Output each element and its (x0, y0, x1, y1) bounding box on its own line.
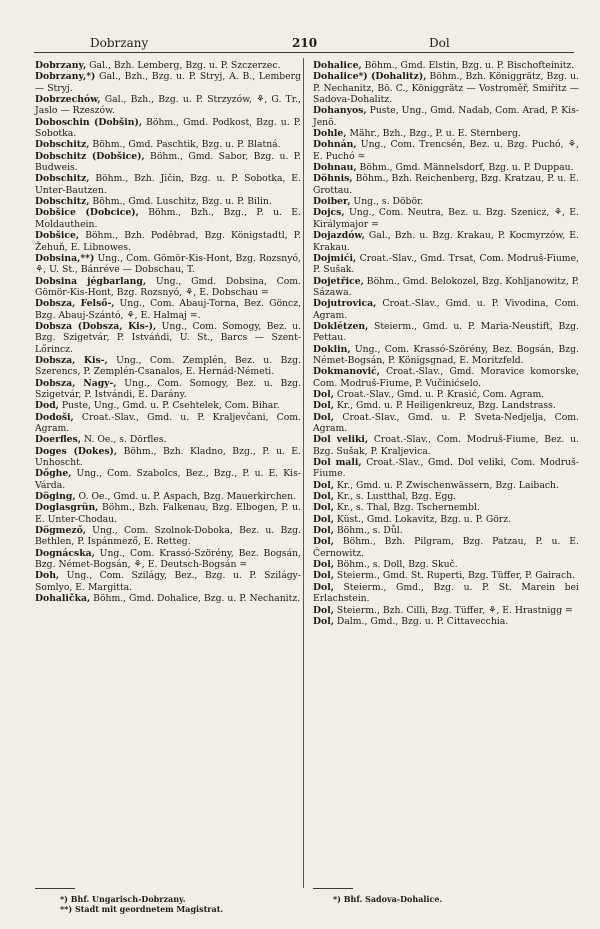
entry-description: Ung., Com. Somogy, Bez. u. Bzg. Szigetvár, P. Istvándi, E. Darány. (35, 377, 301, 400)
footnote: *) Bhf. Ungarisch-Dobrzany. (60, 894, 186, 904)
gazetteer-entry (313, 616, 579, 627)
entry-description: Böhm., s. Doll, Bzg. Skuč. (333, 559, 458, 571)
gazetteer-entry (35, 71, 301, 94)
entry-headword: Dobsza (Dobsza, Kis-), (35, 320, 157, 332)
column-divider (303, 58, 304, 888)
entry-headword: Dobschitz, (35, 196, 90, 208)
entry-description: Puste, Ung., Gmd. Nadab, Com. Arad, P. Kis-Jenö. (313, 105, 579, 128)
header-rule (34, 52, 574, 53)
entry-headword: Döging, (35, 491, 76, 503)
entry-description: Böhm., Gmd. Luschitz, Bzg. u. P. Bilin. (89, 196, 272, 208)
entry-headword: Dol, (313, 479, 334, 491)
entry-description: Böhm., Bzh. Königgrätz, Bzg. u. P. Nechanitz, Bö. C., Königgrätz — Vostroměř, Smiřitz — Sadova-Dohalitz. (313, 71, 579, 106)
gazetteer-entry (313, 389, 579, 400)
entry-description: Böhm., Bzh. Kladno, Bzg., P. u. E. Unhoscht. (35, 445, 301, 469)
gazetteer-entry (313, 434, 579, 457)
entry-headword: Dobrzechów, (35, 94, 101, 106)
gazetteer-entry (35, 491, 301, 502)
entry-headword: Dokmanović, (313, 366, 381, 378)
entry-description: Ung., Com. Abauj-Torna, Bez. Göncz, Bzg. Abauj-Szántó, ⚘, E. Halmaj =. (35, 298, 302, 321)
page-number: 210 (292, 36, 318, 50)
gazetteer-entry (35, 207, 301, 230)
gazetteer-entry (313, 570, 579, 581)
gazetteer-entry (313, 559, 579, 570)
entry-description: Böhm., Bzh. Falkenau, Bzg. Elbogen, P. u. E. Unter-Chodau. (35, 502, 301, 525)
entry-headword: Dohalička, (35, 593, 91, 605)
entry-headword: Dohle, (313, 128, 347, 140)
gazetteer-entry (313, 253, 579, 276)
entry-description: Gal., Bzh., Bzg. u. P. Strzyzów, ⚘, G. Tr., Jaslo — Rzeszów. (35, 94, 301, 117)
gazetteer-entry (313, 321, 579, 344)
entry-headword: Dobsina jégbarlang, (35, 275, 147, 287)
gazetteer-entry (35, 400, 301, 411)
gazetteer-entry (313, 276, 579, 299)
entry-headword: Dohnau, (313, 162, 357, 174)
entry-headword: Doges (Dokes), (35, 445, 118, 457)
gazetteer-entry (313, 582, 579, 605)
entry-description: Böhm., s. Důl. (333, 525, 403, 537)
entry-description: Ung., Com. Szabolcs, Bez., Bzg., P. u. E. Kis-Várda. (35, 468, 301, 491)
footnote: **) Stadt mit geordnetem Magistrat. (60, 904, 224, 914)
gazetteer-entry (35, 151, 301, 174)
entry-description: Ung., Com. Gömör-Kis-Hont, Bzg. Rozsnyó, ⚘, U. St., Bánréve — Dobschau, T. (35, 252, 301, 276)
entry-headword: Dobšice, (35, 230, 80, 242)
entry-headword: Dol, (313, 559, 334, 571)
gazetteer-entry (35, 446, 301, 469)
gazetteer-entry (313, 400, 579, 411)
entry-headword: Dodoši, (35, 411, 74, 423)
gazetteer-entry (35, 139, 301, 150)
gazetteer-entry (313, 536, 579, 559)
entry-headword: Dojazdów, (313, 230, 365, 242)
gazetteer-entry (35, 502, 301, 525)
entry-description: Böhm., Gmd. Männelsdorf, Bzg. u. P. Duppau. (356, 162, 574, 174)
entry-headword: Dognácska, (35, 547, 95, 559)
entry-description: Ung., Com. Somogy, Bez. u. Bzg. Szigetvár, P. Istváńdi, U. St., Barcs — Szent-Lőrincz. (35, 320, 302, 355)
entry-headword: Dobsza, Nagy-, (35, 377, 117, 389)
entry-headword: Döhnis, (313, 173, 353, 185)
gazetteer-entry (313, 298, 579, 321)
entry-description: O. Oe., Gmd. u. P. Aspach, Bzg. Mauerkirchen. (75, 491, 297, 503)
entry-description: Puste, Ung., Gmd. u. P. Csehtelek, Com. Bihar. (58, 400, 280, 412)
gazetteer-entry (35, 412, 301, 435)
entry-description: Steierm., Bzh. Cilli, Bzg. Tüffer, ⚘, E. Hrastnigg = (333, 604, 573, 616)
entry-description: Ung., Com. Krassó-Szörény, Bez. Bogsán, Bzg. Német-Bogsán, ⚘, E. Deutsch-Bogsán = (35, 547, 301, 571)
entry-description: Gal., Bzh., Bzg. u. P. Stryj, A. B., Lemberg — Stryj. (35, 71, 301, 94)
gazetteer-entry (313, 230, 579, 253)
gazetteer-entry (313, 502, 579, 513)
entry-description: Böhm., Bzh. Pilgram, Bzg. Patzau, P. u. E. Černowitz. (313, 536, 579, 559)
entry-headword: Dol, (313, 400, 334, 412)
gazetteer-entry (35, 570, 301, 593)
entry-description: Ung., Com. Trencsén, Bez. u. Bzg. Puchó, ⚘, E. Puchó = (313, 139, 579, 162)
footnotes-right (333, 894, 442, 904)
entry-description: Ung., Gmd. Dobsina, Com. Gömör-Kis-Hont, Bzg. Rozsnyó, ⚘, E. Dobschau = (35, 275, 301, 298)
entry-headword: Doh, (35, 570, 60, 582)
footnotes-left (60, 894, 223, 914)
gazetteer-entry (313, 457, 579, 480)
entry-headword: Dod, (35, 400, 59, 412)
entry-description: Steierm., Gmd. St. Ruperti, Bzg. Tüffer, P. Gairach. (333, 570, 576, 582)
entry-headword: Dohalice*) (Dohalitz), (313, 71, 427, 83)
entry-headword: Dohalice, (313, 60, 362, 71)
gazetteer-entry (35, 173, 301, 196)
page-header (34, 36, 574, 52)
gazetteer-entry (313, 605, 579, 616)
entry-description: Böhm., Bzh. Jičin, Bzg. u. P. Sobotka, E. Unter-Bautzen. (35, 173, 301, 196)
gazetteer-entry (313, 344, 579, 367)
entry-description: Croat.-Slav., Gmd. u. P. Vivodina, Com. Agram. (313, 298, 579, 321)
entry-headword: Dol veliki, (313, 434, 369, 446)
gazetteer-entry (313, 60, 579, 71)
entry-description: Croat.-Slav., Gmd. Trsat, Com. Modruš-Fiume, P. Sušak. (313, 252, 579, 276)
entry-description: Böhm., Bzh. Poděbrad, Bzg. Königstadtl, P. Žehuň, E. Libnowes. (35, 230, 301, 253)
left-column (35, 60, 301, 605)
entry-description: Böhm., Gmd. Elstin, Bzg. u. P. Bischofteinitz. (361, 60, 575, 71)
entry-description: Böhm., Gmd. Paschtik, Bzg. u. P. Blatná. (89, 139, 281, 151)
gazetteer-entry (35, 60, 301, 71)
gazetteer-entry (35, 355, 301, 378)
entry-description: Gal., Bzh. u. Bzg. Krakau, P. Kocmyrzów, E. Krakau. (313, 230, 579, 253)
gazetteer-entry (35, 230, 301, 253)
entry-headword: Doklétzen, (313, 320, 369, 332)
gazetteer-entry (313, 525, 579, 536)
entry-description: Ung., Com. Szilágy, Bez., Bzg. u. P. Szilágy-Somlyo, E. Margitta. (35, 570, 301, 593)
gazetteer-entry (313, 71, 579, 105)
entry-description: Böhm., Bzh., Bzg., P. u. E. Moldauthein. (35, 207, 301, 230)
entry-description: N. Oe., s. Dörfles. (81, 434, 167, 446)
gazetteer-entry (35, 525, 301, 548)
entry-headword: Dobsza, Kis-, (35, 354, 108, 366)
right-column (313, 60, 579, 627)
gazetteer-entry (35, 94, 301, 117)
entry-description: Ung., s. Döbör. (350, 196, 424, 208)
entry-headword: Dobschitz, (35, 139, 90, 151)
entry-headword: Dol, (313, 615, 334, 627)
entry-headword: Dol, (313, 525, 334, 537)
entry-description: Gal., Bzh. Lemberg, Bzg. u. P. Szczerzec. (86, 60, 281, 71)
gazetteer-entry (35, 196, 301, 207)
entry-description: Croat.-Slav., Gmd. u. P. Sveta-Nedjelja, Com. Agram. (313, 411, 579, 434)
entry-headword: Dobrzany, (35, 60, 87, 71)
entry-description: Ung., Com. Szolnok-Doboka, Bez. u. Bzg. Bethlen, P. Ispánmező, E. Retteg. (35, 525, 301, 548)
gazetteer-entry (35, 593, 301, 604)
entry-description: Kr., Gmd. u. P. Heiligenkreuz, Bzg. Landstrass. (333, 400, 556, 412)
entry-headword: Dőghe, (35, 468, 72, 480)
entry-description: Kr., s. Lustthal, Bzg. Egg. (333, 491, 457, 503)
entry-headword: Dobschitz, (35, 173, 90, 185)
gazetteer-entry (35, 117, 301, 140)
entry-headword: Dol, (313, 388, 334, 400)
header-right-keyword: Dol (429, 36, 450, 50)
entry-description: Croat.-Slav., Gmd. Moravice komorske, Com. Modruš-Fiume, P. Vučinićselo. (313, 366, 579, 389)
entry-headword: Dol, (313, 536, 334, 548)
entry-description: Küst., Gmd. Lokavitz, Bzg. u. P. Görz. (333, 513, 512, 525)
entry-headword: Doboschin (Dobšin), (35, 116, 143, 128)
entry-description: Dalm., Gmd., Bzg. u. P. Cittavecchia. (333, 615, 509, 627)
gazetteer-entry (313, 480, 579, 491)
entry-description: Ung., Com. Neutra, Bez. u. Bzg. Szenicz, ⚘, E. Királymajor = (313, 207, 579, 230)
entry-headword: Dol, (313, 411, 334, 423)
entry-headword: Dohnán, (313, 139, 357, 151)
entry-headword: Dol, (313, 502, 334, 514)
entry-description: Böhm., Gmd. Sabor, Bzg. u. P. Budweis. (35, 150, 301, 174)
entry-headword: Dol, (313, 581, 334, 593)
entry-description: Böhm., Bzh. Reichenberg, Bzg. Kratzau, P. u. E. Grottau. (313, 173, 579, 196)
gazetteer-entry (35, 548, 301, 571)
entry-headword: Dobschitz (Dobšice), (35, 150, 145, 162)
gazetteer-entry (313, 173, 579, 196)
entry-headword: Doklin, (313, 343, 351, 355)
entry-description: Steierm., Gmd. u. P. Maria-Neustift, Bzg. Pettau. (313, 320, 579, 344)
gazetteer-entry (313, 366, 579, 389)
entry-description: Böhm., Gmd. Belokozel, Bzg. Kohljanowitz, P. Sázawa. (313, 275, 579, 298)
gazetteer-entry (35, 298, 301, 321)
entry-headword: Doiber, (313, 196, 351, 208)
entry-description: Ung., Com. Krassó-Szörény, Bez. Bogsán, Bzg. Német-Bogsán, P. Königsgnad, E. Moritzfeld. (313, 343, 579, 366)
gazetteer-entry (313, 207, 579, 230)
footnote: *) Bhf. Sadova-Dohalice. (333, 894, 443, 904)
entry-headword: Dol, (313, 513, 334, 525)
gazetteer-entry (313, 196, 579, 207)
footnote-rule-left (35, 888, 75, 889)
entry-headword: Dobrzany,*) (35, 71, 96, 83)
entry-description: Kr., s. Thal, Bzg. Tschernembl. (333, 502, 480, 514)
entry-description: Kr., Gmd. u. P. Zwischenwässern, Bzg. Laibach. (333, 479, 559, 491)
entry-description: Ung., Com. Zemplén, Bez. u. Bzg. Szerencs, P. Zemplén-Csanalos, E. Hernád-Németi. (35, 354, 301, 378)
entry-headword: Dögmező, (35, 525, 86, 537)
entry-headword: Dol, (313, 570, 334, 582)
entry-headword: Dohanyos, (313, 105, 367, 117)
entry-description: Böhm., Gmd. Dohalice, Bzg. u. P. Nechanitz. (90, 593, 301, 605)
gazetteer-entry (313, 162, 579, 173)
gazetteer-entry (313, 139, 579, 162)
entry-description: Mähr., Bzh., Bzg., P. u. E. Sternberg. (346, 128, 521, 140)
header-left-keyword: Dobrzany (90, 36, 149, 50)
gazetteer-entry (35, 321, 301, 355)
gazetteer-entry (35, 378, 301, 401)
gazetteer-entry (313, 514, 579, 525)
entry-description: Croat.-Slav., Gmd. Dol veliki, Com. Modruš-Fiume. (313, 457, 579, 480)
gazetteer-entry (313, 128, 579, 139)
gazetteer-entry (35, 276, 301, 299)
entry-headword: Dojcs, (313, 207, 345, 219)
gazetteer-entry (313, 491, 579, 502)
entry-headword: Dobsina,**) (35, 252, 95, 264)
entry-headword: Dol, (313, 604, 334, 616)
footnote-rule-right (313, 888, 353, 889)
entry-headword: Dojmići, (313, 252, 357, 264)
entry-headword: Doglasgrün, (35, 502, 99, 514)
gazetteer-entry (313, 105, 579, 128)
entry-description: Steierm., Gmd., Bzg. u. P. St. Marein bei Erlachstein. (313, 581, 579, 605)
entry-description: Croat.-Slav., Com. Modruš-Fiume, Bez. u. Bzg. Sušak, P. Kraljevica. (313, 434, 579, 457)
entry-headword: Dobsza, Felső-, (35, 298, 115, 310)
gazetteer-entry (35, 468, 301, 491)
entry-headword: Dol mali, (313, 457, 362, 469)
entry-description: Croat.-Slav., Gmd. u. P. Krasić, Com. Agram. (333, 388, 545, 400)
entry-description: Croat.-Slav., Gmd. u. P. Kraljevčani, Com. Agram. (35, 411, 301, 434)
entry-description: Böhm., Gmd. Podkost, Bzg. u. P. Sobotka. (35, 116, 301, 140)
entry-headword: Dojetřice, (313, 275, 364, 287)
gazetteer-entry (313, 412, 579, 435)
gazetteer-entry (35, 434, 301, 445)
entry-headword: Dojutrovica, (313, 298, 377, 310)
entry-headword: Dobšice (Dobcice), (35, 207, 139, 219)
gazetteer-entry (35, 253, 301, 276)
entry-headword: Doerfles, (35, 434, 81, 446)
entry-headword: Dol, (313, 491, 334, 503)
